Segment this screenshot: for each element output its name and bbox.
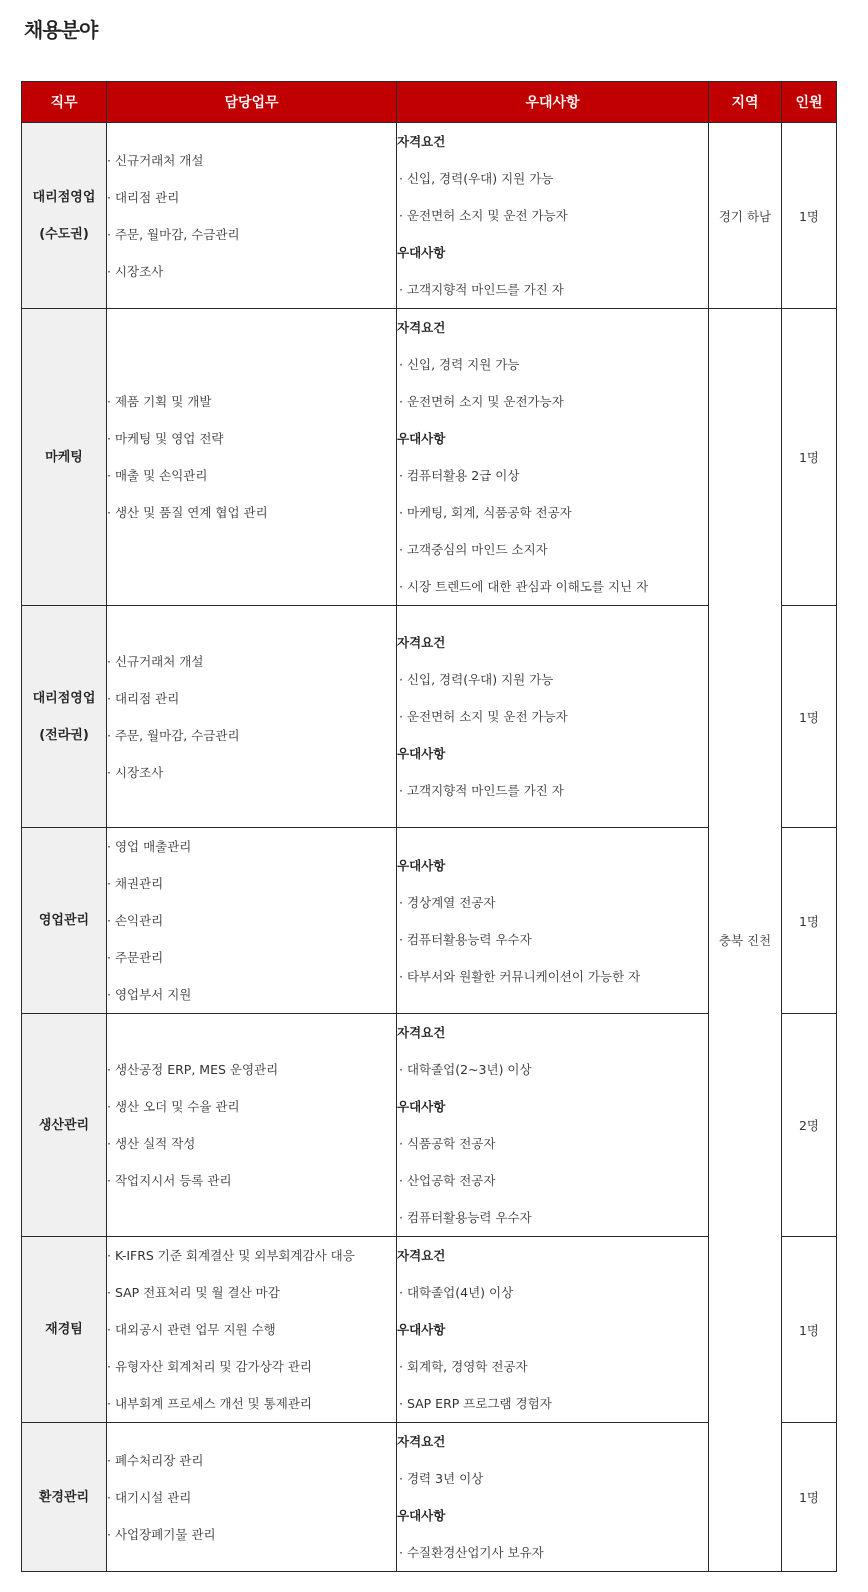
preference-heading: 우대사항	[397, 857, 446, 873]
headcount-cell: 1명	[782, 828, 837, 1014]
duties-cell	[107, 606, 397, 828]
preference-item: · 대학졸업(4년) 이상	[399, 1285, 514, 1300]
header-preferences: 우대사항	[397, 82, 709, 123]
duty-item: · 사업장폐기물 관리	[107, 1526, 216, 1542]
duty-item: · 매출 및 손익관리	[107, 468, 208, 483]
preference-item: · SAP ERP 프로그램 경험자	[399, 1396, 552, 1411]
duty-item: · K-IFRS 기준 회계결산 및 외부회계감사 대응	[107, 1248, 355, 1263]
job-title-line: 마케팅	[45, 449, 83, 465]
preference-item: · 타부서와 원활한 커뮤니케이션이 가능한 자	[399, 968, 641, 984]
preferences-cell	[397, 1237, 709, 1423]
duty-item: · 시장조사	[107, 263, 164, 279]
duty-item: · 내부회계 프로세스 개선 및 통제관리	[107, 1396, 312, 1411]
job-title-line: 생산관리	[38, 1117, 90, 1133]
job-title-line: 영업관리	[38, 913, 90, 928]
preference-item: · 컴퓨터활용능력 우수자	[399, 1210, 532, 1225]
preference-item: · 경력 3년 이상	[399, 1471, 484, 1486]
duty-item: · 신규거래처 개설	[107, 653, 204, 669]
headcount-cell: 1명	[782, 606, 837, 828]
preference-heading: 우대사항	[397, 746, 446, 761]
job-title-cell	[22, 123, 107, 309]
job-title-cell	[22, 1237, 107, 1423]
duty-item: · 대리점 관리	[107, 189, 180, 205]
preference-heading: 우대사항	[397, 431, 446, 446]
headcount-cell: 1명	[782, 309, 837, 606]
duty-item: · 채권관리	[107, 876, 164, 891]
job-title-cell	[22, 606, 107, 828]
duty-item: · 주문관리	[107, 950, 164, 965]
table-row	[22, 309, 837, 606]
preferences-cell	[397, 828, 709, 1014]
preferences-cell	[397, 309, 709, 606]
preference-heading: 자격요건	[397, 134, 446, 149]
table-body	[22, 123, 837, 1572]
preference-item: · 운전면허 소지 및 운전가능자	[399, 394, 564, 409]
header-job: 직무	[22, 82, 107, 123]
preference-item: · 시장 트렌드에 대한 관심과 이해도를 지닌 자	[399, 579, 649, 594]
header-duties: 담당업무	[107, 82, 397, 123]
preferences-cell	[397, 123, 709, 309]
preference-item: · 고객중심의 마인드 소지자	[399, 542, 548, 557]
preference-heading: 우대사항	[397, 1099, 446, 1114]
preference-heading: 자격요건	[397, 1025, 446, 1040]
duties-cell	[107, 1237, 397, 1423]
duty-item: · 시장조사	[107, 764, 164, 780]
job-title-line: 재경팀	[45, 1322, 83, 1337]
duties-cell	[107, 309, 397, 606]
duty-item: · 작업지시서 등록 관리	[107, 1173, 232, 1188]
headcount-cell: 1명	[782, 1423, 837, 1572]
duty-item: · 대외공시 관련 업무 지원 수행	[107, 1322, 276, 1337]
duty-item: · 유형자산 회계처리 및 감가상각 관리	[107, 1359, 312, 1374]
job-title-line: 대리점영업	[32, 189, 96, 205]
headcount-cell: 1명	[782, 1237, 837, 1423]
preference-heading: 자격요건	[397, 635, 446, 650]
duty-item: · 영업 매출관리	[107, 839, 192, 854]
duty-item: · 주문, 월마감, 수금관리	[107, 226, 240, 242]
region-cell: 충북 진천	[709, 309, 782, 1572]
duty-item: · 대기시설 관리	[107, 1489, 192, 1505]
job-title-line: (전라권)	[39, 727, 89, 743]
job-title-cell	[22, 1423, 107, 1572]
preferences-cell	[397, 606, 709, 828]
duty-item: · 영업부서 지원	[107, 987, 192, 1002]
duty-item: · 제품 기획 및 개발	[107, 394, 212, 409]
header-headcount: 인원	[782, 82, 837, 123]
duties-cell	[107, 1423, 397, 1572]
table-row	[22, 123, 837, 309]
preference-heading: 우대사항	[397, 1508, 446, 1523]
duty-item: · 생산 실적 작성	[107, 1136, 196, 1151]
headcount-cell: 1명	[782, 123, 837, 309]
job-title-cell	[22, 309, 107, 606]
duty-item: · 생산 및 품질 연계 협업 관리	[107, 505, 268, 520]
preference-heading: 자격요건	[397, 1434, 446, 1449]
page-title: 채용분야	[24, 18, 98, 42]
preference-item: · 산업공학 전공자	[399, 1173, 496, 1188]
preference-heading: 우대사항	[397, 1322, 446, 1337]
headcount-cell: 2명	[782, 1014, 837, 1237]
preference-item: · 컴퓨터활용능력 우수자	[399, 931, 532, 947]
preference-item: · 고객지향적 마인드를 가진 자	[399, 783, 564, 798]
duty-item: · 손익관리	[107, 913, 164, 928]
preference-item: · 식품공학 전공자	[399, 1136, 496, 1151]
preferences-cell	[397, 1014, 709, 1237]
job-title-line: 환경관리	[38, 1489, 90, 1505]
recruitment-table	[21, 81, 837, 1572]
preference-item: · 신입, 경력 지원 가능	[399, 357, 520, 372]
duties-cell	[107, 828, 397, 1014]
preference-heading: 우대사항	[397, 245, 446, 260]
region-cell: 경기 하남	[709, 123, 782, 309]
duty-item: · SAP 전표처리 및 월 결산 마감	[107, 1285, 280, 1300]
job-title-cell	[22, 1014, 107, 1237]
duty-item: · 생산 오더 및 수율 관리	[107, 1099, 240, 1114]
preference-item: · 컴퓨터활용 2급 이상	[399, 468, 520, 483]
preference-item: · 고객지향적 마인드를 가진 자	[399, 282, 564, 297]
job-title-line: 대리점영업	[32, 690, 96, 706]
preference-item: · 신입, 경력(우대) 지원 가능	[399, 171, 554, 186]
duty-item: · 폐수처리장 관리	[107, 1452, 204, 1468]
table-header-row	[22, 82, 837, 123]
duties-cell	[107, 123, 397, 309]
preference-item: · 운전면허 소지 및 운전 가능자	[399, 709, 568, 724]
preference-item: · 대학졸업(2~3년) 이상	[399, 1062, 532, 1077]
preferences-cell	[397, 1423, 709, 1572]
preference-item: · 회계학, 경영학 전공자	[399, 1359, 528, 1374]
preference-heading: 자격요건	[397, 1248, 446, 1263]
job-title-line: (수도권)	[39, 226, 89, 242]
preference-item: · 신입, 경력(우대) 지원 가능	[399, 672, 554, 687]
preference-item: · 경상계열 전공자	[399, 894, 496, 910]
duty-item: · 생산공정 ERP, MES 운영관리	[107, 1062, 279, 1077]
header-region: 지역	[709, 82, 782, 123]
duty-item: · 대리점 관리	[107, 690, 180, 706]
duty-item: · 주문, 월마감, 수금관리	[107, 727, 240, 743]
preference-item: · 운전면허 소지 및 운전 가능자	[399, 208, 568, 223]
preference-item: · 마케팅, 회계, 식품공학 전공자	[399, 505, 572, 520]
duty-item: · 신규거래처 개설	[107, 152, 204, 168]
duties-cell	[107, 1014, 397, 1237]
job-title-cell	[22, 828, 107, 1014]
preference-item: · 수질환경산업기사 보유자	[399, 1545, 544, 1560]
duty-item: · 마케팅 및 영업 전략	[107, 431, 224, 446]
preference-heading: 자격요건	[397, 320, 446, 335]
